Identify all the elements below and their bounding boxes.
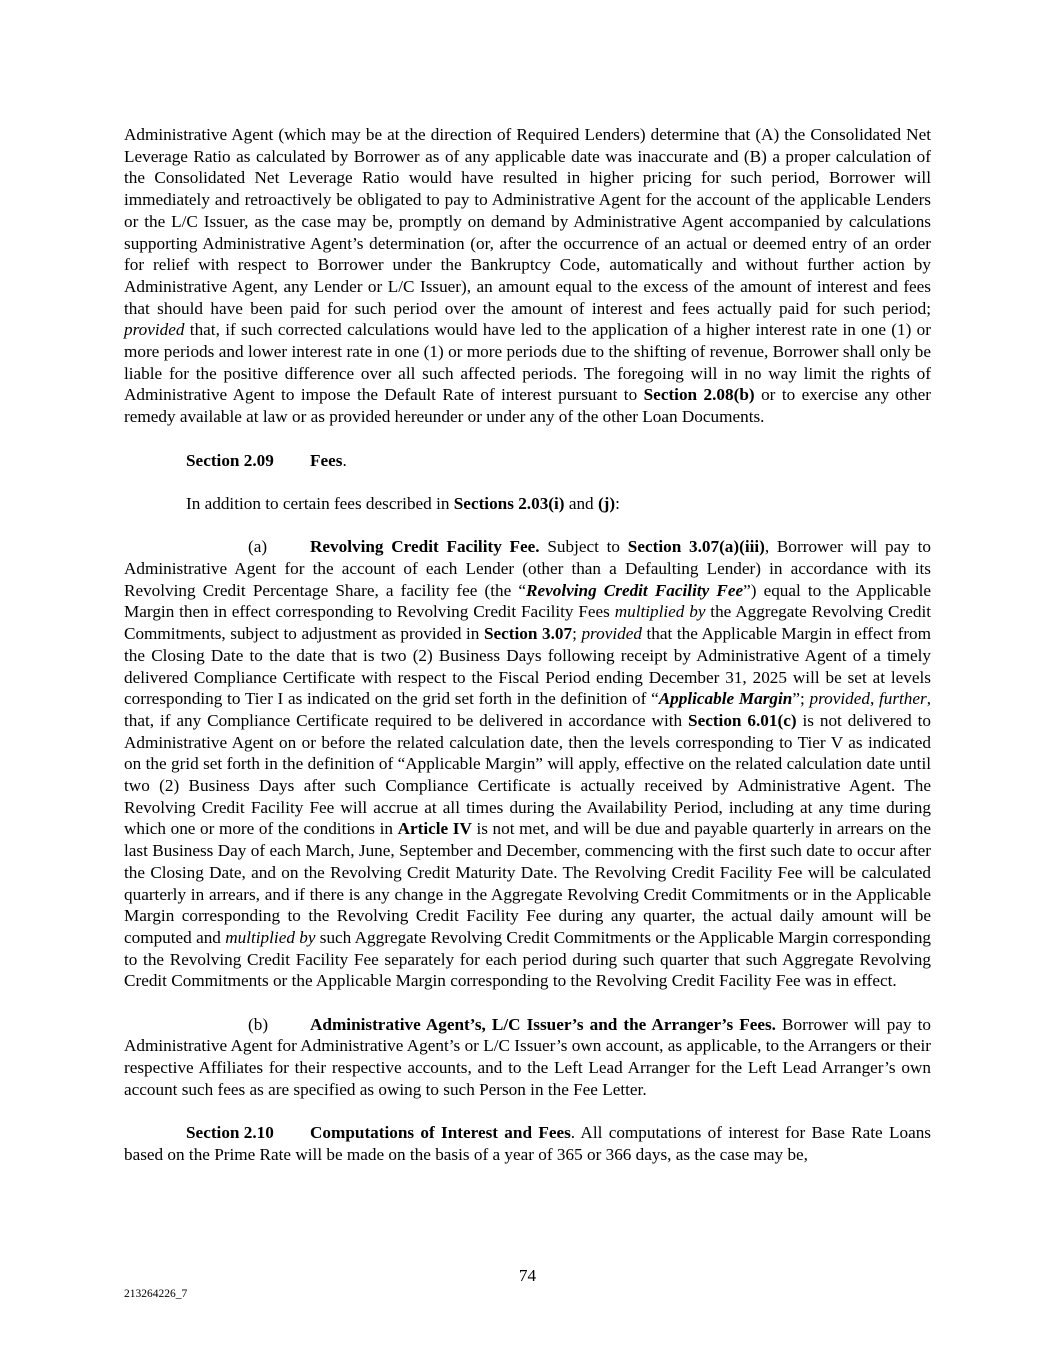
article-ref-iv: Article IV: [397, 819, 472, 839]
section-ref-2-08b: Section 2.08(b): [643, 385, 755, 405]
paragraph-a-label: (a): [248, 537, 268, 557]
para-a-text: Subject to: [539, 537, 628, 557]
section-ref-j: (j): [597, 493, 616, 513]
page-number: 74: [518, 1266, 537, 1285]
section-2-09-intro-and: and: [564, 493, 598, 513]
section-2-09-period: .: [342, 450, 347, 470]
para-a-text: ,: [869, 689, 879, 709]
section-2-09-title: Fees: [310, 450, 343, 470]
para-a-text: ”;: [792, 689, 810, 709]
section-ref-3-07aiii: Section 3.07(a)(iii): [627, 537, 765, 557]
document-id: 213264226_7: [124, 1288, 188, 1300]
section-2-09-heading: [124, 450, 931, 472]
para-a-text: is not delivered to Administrative Agent on or before the related calculation date, then the levels corresponding to Tier V as indicated on the grid set forth in the definition of “Applicable Margin” will apply, effective on the related calculation date until two (2) Business Days after such Compliance Certificate is actually received by Administrative Agent. The Revolving Credit Facility Fee will accrue at all times during the Availability Period, including at any time during which one or more of the conditions in: [124, 710, 931, 839]
paragraph-b-heading: Administrative Agent’s, L/C Issuer’s and the Arranger’s Fees.: [310, 1014, 776, 1034]
multiplied-by-italic: multiplied by: [614, 602, 706, 622]
section-2-09-intro: [124, 493, 931, 515]
intro-text-3: or to exercise any other remedy available at law or as provided hereunder or under any of the other Loan Documents.: [124, 385, 931, 427]
paragraph-a-heading: Revolving Credit Facility Fee.: [310, 537, 540, 557]
section-ref-2-03i: Sections 2.03(i): [453, 493, 565, 513]
defined-term-revolving-credit-facility-fee: Revolving Credit Facility Fee: [526, 580, 744, 600]
paragraph-b-text: Borrower will pay to Administrative Agent for Administrative Agent’s or L/C Issuer’s own account, as applicable, to the Arrangers or their respective Affiliates for their respective accounts, and to the Left Lead Arranger for the Left Lead Arranger’s own account such fees as are specified as owing to such Person in the Fee Letter.: [124, 1014, 931, 1099]
para-a-text: is not met, and will be due and payable quarterly in arrears on the last Business Day of each March, June, September and December, commencing with the first such date to occur after the Closing Date, and on the Revolving Credit Maturity Date. The Revolving Credit Facility Fee will be calculated quarterly in arrears, and if there is any change in the Aggregate Revolving Credit Commitments or in the Applicable Margin corresponding to the Revolving Credit Facility Fee during any quarter, the actual daily amount will be computed and: [124, 819, 931, 947]
paragraph-a: [124, 536, 931, 992]
intro-text-1: Administrative Agent (which may be at the direction of Required Lenders) determine that (A) the Consolidated Net Leverage Ratio as calculated by Borrower as of any applicable date was inaccurate and (B) a proper calculation of the Consolidated Net Leverage Ratio would have resulted in higher pricing for such period, Borrower will immediately and retroactively be obligated to pay to Administrative Agent for the account of the applicable Lenders or the L/C Issuer, as the case may be, promptly on demand by Administrative Agent accompanied by calculations supporting Administrative Agent’s determination (or, after the occurrence of an actual or deemed entry of an order for relief with respect to Borrower under the Bankruptcy Code, automatically and without further action by Administrative Agent, any Lender or L/C Issuer), an amount equal to the excess of the amount of interest and fees that should have been paid for such period over the amount of interest and fees actually paid for such period;: [124, 125, 931, 318]
paragraph-b: [124, 1014, 931, 1101]
intro-paragraph: [124, 124, 931, 428]
provided-italic: provided: [124, 320, 185, 340]
para-a-text: , that, if any Compliance Certificate required to be delivered in accordance with: [124, 689, 932, 730]
paragraph-b-label: (b): [248, 1014, 269, 1034]
section-2-09-number: Section 2.09: [186, 450, 274, 470]
para-a-text: ;: [572, 624, 582, 644]
defined-term-applicable-margin: Applicable Margin: [658, 689, 793, 709]
multiplied-by-italic: multiplied by: [225, 927, 316, 947]
section-ref-3-07: Section 3.07: [483, 624, 573, 644]
para-a-text: , Borrower will pay to Administrative Agent for the account of each Lender (other than a Defaulting Lender) in accordance with its Revolving Credit Percentage Share, a facility fee (the “: [124, 537, 931, 600]
section-2-10-period: .: [570, 1123, 576, 1143]
para-a-text: the Aggregate Revolving Credit Commitments, subject to adjustment as provided in: [124, 602, 932, 644]
section-2-09-intro-text: In addition to certain fees described in: [186, 493, 454, 513]
section-2-09-intro-colon: :: [615, 493, 620, 513]
provided-italic: provided: [809, 689, 870, 709]
provided-italic: provided: [581, 624, 642, 644]
section-2-10-number: Section 2.10: [186, 1123, 274, 1143]
document-page: [124, 124, 931, 1166]
intro-text-2: that, if such corrected calculations would have led to the application of a higher interest rate in one (1) or more periods and lower interest rate in one (1) or more periods due to the shifting of revenue, Borrower shall only be liable for the positive difference over all such affected periods. The foregoing will in no way limit the rights of Administrative Agent to impose the Default Rate of interest pursuant to: [124, 320, 931, 405]
para-a-text: such Aggregate Revolving Credit Commitments or the Applicable Margin corresponding to the Revolving Credit Facility Fee separately for each period during such quarter that such Aggregate Revolving Credit Commitments or the Applicable Margin corresponding to the Revolving Credit Facility Fee was in effect.: [124, 927, 932, 991]
para-a-text: that the Applicable Margin in effect from the Closing Date to the date that is two (2) Business Days following receipt by Administrative Agent of a timely delivered Compliance Certificate with respect to the Fiscal Period ending December 31, 2025 will be set at levels corresponding to Tier I as indicated on the grid set forth in the definition of “: [124, 624, 932, 709]
section-ref-6-01c: Section 6.01(c): [688, 710, 797, 730]
further-italic: further: [878, 689, 927, 709]
section-2-10-title: Computations of Interest and Fees: [310, 1123, 571, 1143]
section-2-10: [124, 1122, 931, 1165]
para-a-text: ”) equal to the Applicable Margin then in effect corresponding to Revolving Credit Facility Fees: [124, 580, 931, 622]
section-2-10-text: All computations of interest for Base Rate Loans based on the Prime Rate will be made on the basis of a year of 365 or 366 days, as the case may be,: [124, 1123, 932, 1164]
